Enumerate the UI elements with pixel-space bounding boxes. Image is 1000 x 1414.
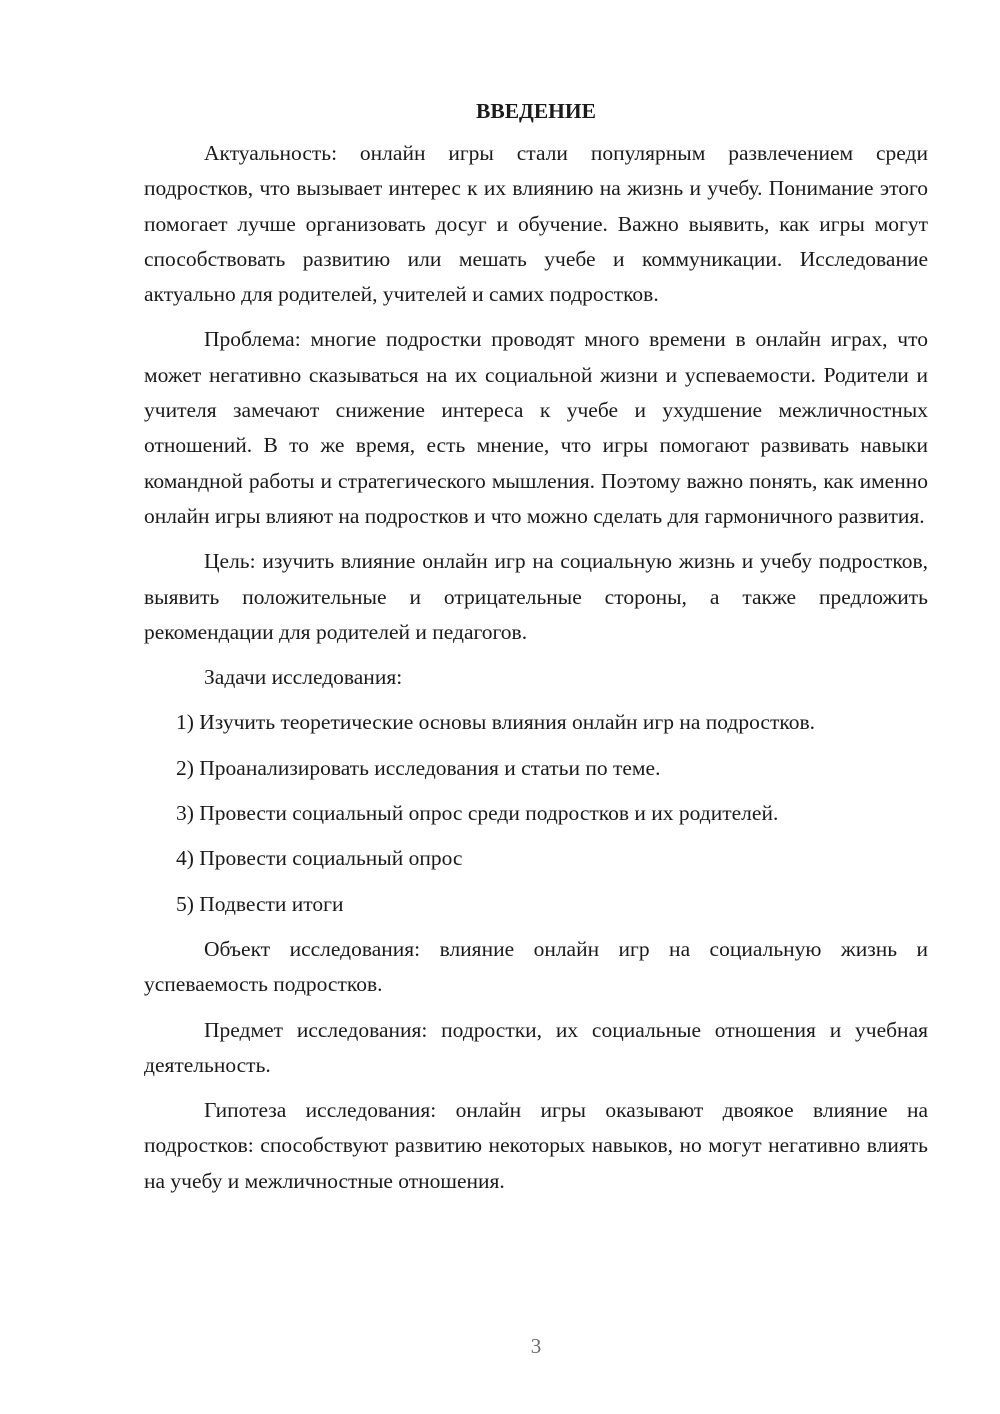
page-content	[144, 96, 928, 1209]
paragraph-relevance: Актуальность: онлайн игры стали популярным развлечением среди подростков, что вызывает интерес к их влиянию на жизнь и учебу. Понимание этого помогает лучше организовать досуг и обучение. Важно выявить, как игры могут способствовать развитию или мешать учебе и коммуникации. Исследование актуально для родителей, учителей и самих подростков.	[144, 141, 928, 307]
list-item: 2) Проанализировать исследования и статьи по теме.	[176, 755, 661, 780]
page-number: 3	[530, 1334, 542, 1358]
paragraph-problem: Проблема: многие подростки проводят много времени в онлайн играх, что может негативно сказываться на их социальной жизни и успеваемости. Родители и учителя замечают снижение интереса к учебе и ухудшение межличностных отношений. В то же время, есть мнение, что игры помогают развивать навыки командной работы и стратегического мышления. Поэтому важно понять, как именно онлайн игры влияют на подростков и что можно сделать для гармоничного развития.	[144, 327, 928, 528]
list-item: 3) Провести социальный опрос среди подростков и их родителей.	[176, 801, 779, 826]
tasks-heading: Задачи исследования:	[204, 665, 403, 690]
paragraph-hypothesis: Гипотеза исследования: онлайн игры оказывают двоякое влияние на подростков: способствуют развитию некоторых навыков, но могут негативно влиять на учебу и межличностные отношения.	[144, 1098, 928, 1193]
list-item: 1) Изучить теоретические основы влияния онлайн игр на подростков.	[176, 710, 815, 735]
section-title: ВВЕДЕНИЕ	[476, 99, 596, 123]
list-item: 4) Провести социальный опрос	[176, 846, 463, 871]
list-item: 5) Подвести итоги	[176, 891, 344, 916]
paragraph-goal: Цель: изучить влияние онлайн игр на социальную жизнь и учебу подростков, выявить положительные и отрицательные стороны, а также предложить рекомендации для родителей и педагогов.	[144, 549, 928, 644]
tasks-list	[144, 705, 928, 921]
paragraph-object: Объект исследования: влияние онлайн игр на социальную жизнь и успеваемость подростков.	[144, 936, 928, 997]
paragraph-subject: Предмет исследования: подростки, их социальные отношения и учебная деятельность.	[144, 1017, 928, 1077]
